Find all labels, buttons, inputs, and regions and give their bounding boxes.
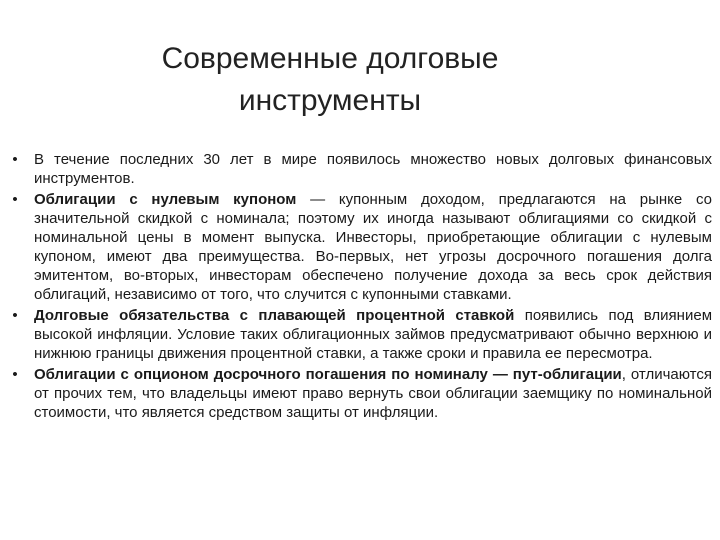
bullet-item-4-text: , отличаются от прочих тем, что владельцы имеют право вернуть свои облигации заемщику по номинальной стоимости, что является средством защиты от инфляции.: [34, 366, 712, 421]
slide-title: [60, 38, 600, 122]
bullet-icon: •: [12, 307, 18, 324]
bullet-list: [8, 150, 712, 424]
bullet-item-1: [8, 150, 712, 188]
slide-title-line-2: инструменты: [238, 84, 422, 117]
bullet-item-3-term: Долговые обязательства с плавающей процентной ставкой: [34, 307, 515, 324]
bullet-item-2: [8, 190, 712, 304]
bullet-item-1-text: В течение последних 30 лет в мире появилось множество новых долговых финансовых инструментов.: [34, 151, 712, 187]
bullet-icon: •: [12, 366, 18, 383]
bullet-item-3-text: появились под влиянием высокой инфляции. Условие таких облигационных займов предусматривают обычно верхнюю и нижнюю границы движения процентной ставки, а также сроки и правила ее пересмотра.: [34, 307, 713, 362]
bullet-icon: •: [12, 151, 18, 168]
bullet-item-4: [8, 365, 712, 422]
bullet-item-4-term: Облигации с опционом досрочного погашения по номиналу — пут-облигации: [34, 366, 622, 383]
bullet-item-2-text: — купонным доходом, предлагаются на рынке со значительной скидкой с номинала; поэтому их иногда называют облигациями со скидкой с номинальной цены в момент выпуска. Инвесторы, приобретающие облигации с нулевым купоном, имеют два преимущества. Во-первых, нет угрозы досрочного погашения долга эмитентом, во-вторых, инвесторам обеспечено получение дохода за весь срок действия облигаций, независимо от того, что случится с купонными ставками.: [34, 191, 712, 303]
slide-title-line-1: Современные долговые: [161, 42, 499, 75]
bullet-item-3: [8, 306, 712, 363]
bullet-icon: •: [12, 191, 18, 208]
bullet-item-2-term: Облигации с нулевым купоном: [34, 191, 297, 208]
